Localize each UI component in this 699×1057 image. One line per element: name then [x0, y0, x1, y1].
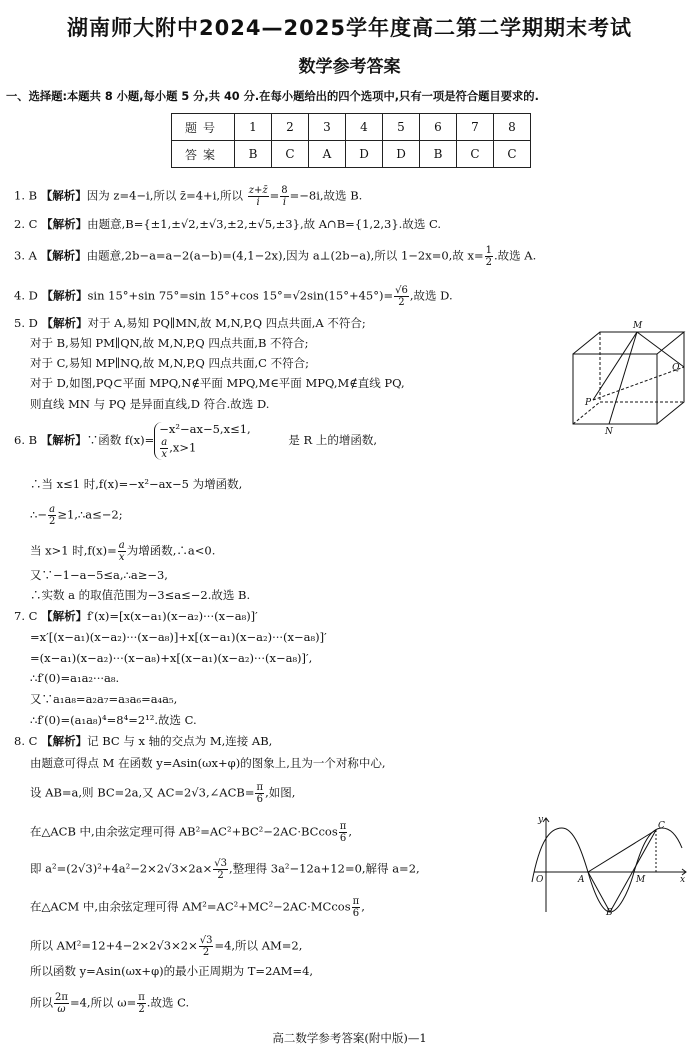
solution-text: ∴− [30, 507, 47, 522]
label-o: O [536, 875, 544, 885]
fraction [280, 185, 288, 208]
sine-curve [532, 828, 682, 912]
question-number: 5. D [14, 316, 38, 330]
solution-line [30, 935, 302, 958]
solution-text: ,如图, [265, 785, 296, 800]
question-1-solution [14, 185, 362, 208]
solution-line: 对于 C,易知 MP∥NQ,故 M,N,P,Q 四点共面,C 不符合; [30, 356, 309, 370]
denominator: i [256, 197, 260, 208]
fraction [160, 437, 168, 460]
label-b: B [606, 908, 613, 916]
cube-figure [565, 318, 690, 436]
denominator: 6 [339, 833, 347, 844]
page-subtitle: 数学参考答案 [298, 57, 401, 77]
solution-line [30, 782, 295, 805]
sine-graph-figure [530, 812, 690, 916]
question-3-solution [14, 245, 536, 268]
cube-top-face [573, 332, 684, 354]
table-header-cell: 答案 [172, 141, 235, 168]
solution-text: .故选 C. [146, 995, 190, 1010]
solution-line [30, 504, 123, 527]
solution-text: , [361, 899, 365, 914]
solution-line: =(x−a₁)(x−a₂)···(x−a₈)+x[(x−a₁)(x−a₂)···(x−a₈)]′, [30, 651, 313, 665]
table-cell: D [346, 141, 383, 168]
label-x: x [680, 875, 686, 885]
label-y: y [538, 815, 544, 825]
solution-line: ∴当 x≤1 时,f(x)=−x²−ax−5 为增函数, [30, 477, 243, 491]
numerator: π [138, 992, 145, 1003]
denominator: x [118, 552, 125, 563]
answer-table-row-answers [172, 141, 531, 168]
denominator: 6 [352, 908, 360, 919]
answer-table-row-numbers [172, 114, 531, 141]
solution-line: 由题意可得点 M 在函数 y=Asin(ωx+φ)的图象上,且为一个对称中心, [30, 756, 386, 770]
solution-text: , [348, 824, 352, 839]
question-number: 4. D [14, 288, 38, 303]
solution-text: 在△ACM 中,由余弦定理可得 AM²=AC²+MC²−2AC·MCcos [30, 899, 351, 914]
fraction [352, 896, 361, 919]
denominator: 2 [48, 516, 56, 527]
solution-text: 即 a²=(2√3)²+4a²−2×2√3×2a× [30, 861, 213, 876]
table-cell: 7 [457, 114, 494, 141]
table-cell: 4 [346, 114, 383, 141]
solution-line: 对于 B,易知 PM∥QN,故 M,N,P,Q 四点共面,B 不符合; [30, 336, 309, 350]
question-number: 8. C [14, 734, 38, 748]
table-cell: B [235, 141, 272, 168]
line-pq [593, 367, 684, 400]
analysis-tag: 【解析】 [41, 217, 88, 231]
numerator: a [161, 437, 168, 448]
solution-line [30, 540, 215, 563]
solution-text: 为增函数,∴a<0. [126, 543, 216, 558]
solution-line: ∴实数 a 的取值范围为−3≤a≤−2.故选 B. [30, 588, 251, 602]
numerator: √3 [214, 858, 227, 869]
question-number: 1. B [14, 188, 38, 203]
fraction [339, 821, 348, 844]
numerator: π [256, 782, 264, 793]
solution-text: ≥1,∴a≤−2; [57, 507, 123, 522]
solution-text: =−8i,故选 B. [289, 188, 363, 203]
solution-text: ∵函数 f(x)= [86, 433, 155, 447]
solution-text: 由题意,B={±1,±√2,±√3,±2,±√5,±3},故 A∩B={1,2,3}.故选 C. [87, 217, 442, 231]
label-a: A [578, 875, 585, 885]
fraction [255, 782, 264, 805]
denominator: ω [57, 1004, 66, 1015]
table-cell: 3 [309, 114, 346, 141]
answer-table [171, 113, 531, 168]
fraction [137, 992, 146, 1015]
table-cell: 8 [494, 114, 531, 141]
solution-text: 因为 z=4−i,所以 z̄=4+i,所以 [86, 188, 244, 203]
solution-line: 又∵a₁a₈=a₂a₇=a₃a₆=a₄a₅, [30, 692, 178, 706]
solution-text: 由题意,2b−a=a−2(a−b)=(4,1−2x),因为 a⊥(2b−a),所以 1−2x=0,故 x= [86, 248, 484, 263]
table-cell: 1 [235, 114, 272, 141]
table-cell: A [309, 141, 346, 168]
denominator: x [161, 449, 168, 460]
question-2-solution [14, 216, 441, 232]
solution-line: 则直线 MN 与 PQ 是异面直线,D 符合.故选 D. [30, 397, 270, 411]
page-footer: 高二数学参考答案(附中版)—1 [272, 1031, 427, 1045]
fraction [248, 185, 269, 208]
fraction [485, 245, 493, 268]
numerator: z+z̄ [248, 185, 268, 196]
numerator: π [352, 896, 360, 907]
solution-line: =x′[(x−a₁)(x−a₂)···(x−a₈)]+x[(x−a₁)(x−a₂)···(x−a₈)]′ [30, 630, 327, 644]
question-5-solution [14, 315, 366, 331]
analysis-tag: 【解析】 [40, 248, 87, 263]
table-cell: D [383, 141, 420, 168]
denominator: 6 [256, 794, 263, 805]
piecewise-case: −x²−ax−5,x≤1, [159, 422, 251, 436]
denominator: 2 [202, 947, 210, 958]
numerator: 2π [55, 992, 68, 1003]
fraction [48, 504, 56, 527]
fraction [199, 935, 214, 958]
solution-text: 记 BC 与 x 轴的交点为 M,连接 AB, [87, 734, 273, 748]
solution-line: ∴f′(0)=a₁a₂···a₈. [30, 671, 120, 685]
line-mn [609, 332, 637, 424]
solution-text: 是 R 上的增函数, [288, 433, 377, 447]
solution-text: =4,所以 AM=2, [214, 938, 303, 953]
analysis-tag: 【解析】 [40, 188, 87, 203]
solution-line: 对于 D,如图,PQ⊂平面 MPQ,N∉平面 MPQ,M∈平面 MPQ,M∉直线 PQ, [30, 376, 405, 390]
label-m: M [636, 875, 646, 885]
numerator: a [49, 504, 56, 515]
solution-text: f′(x)=[x(x−a₁)(x−a₂)···(x−a₈)]′ [87, 609, 258, 623]
analysis-tag: 【解析】 [41, 316, 88, 330]
table-cell: 2 [272, 114, 309, 141]
analysis-tag: 【解析】 [41, 288, 88, 303]
denominator: 2 [138, 1004, 145, 1015]
fraction [118, 540, 126, 563]
label-n: N [605, 427, 613, 436]
solution-text: 对于 A,易知 PQ∥MN,故 M,N,P,Q 四点共面,A 不符合; [87, 316, 366, 330]
label-p: P [585, 398, 592, 408]
solution-text: 所以 [30, 995, 53, 1010]
question-7-solution [14, 608, 258, 624]
solution-line: 所以函数 y=Asin(ωx+φ)的最小正周期为 T=2AM=4, [30, 964, 314, 978]
denominator: 2 [485, 257, 492, 268]
section-heading: 一、选择题:本题共 8 小题,每小题 5 分,共 40 分.在每小题给出的四个选项中,只有一项是符合题目要求的. [6, 90, 539, 103]
fraction [54, 992, 69, 1015]
denominator: 2 [217, 870, 224, 881]
question-number: 6. B [14, 433, 38, 447]
question-6-solution [14, 422, 377, 460]
table-cell: 6 [420, 114, 457, 141]
denominator: 2 [398, 297, 405, 308]
segment-ac [588, 830, 656, 872]
question-8-solution [14, 733, 272, 749]
question-number: 2. C [14, 217, 38, 231]
label-q: Q [672, 363, 680, 373]
solution-text: 当 x>1 时,f(x)= [30, 543, 117, 558]
label-m: M [633, 321, 643, 331]
solution-text: ,整理得 3a²−12a+12=0,解得 a=2, [228, 861, 420, 876]
numerator: 1 [485, 245, 492, 256]
table-header-cell: 题号 [172, 114, 235, 141]
fraction [394, 285, 409, 308]
cube-side-face [657, 332, 684, 424]
numerator: 8 [281, 185, 288, 196]
segment-ab [588, 872, 610, 912]
segment-bc [610, 830, 656, 912]
equals-sign: = [269, 188, 280, 203]
question-number: 7. C [14, 609, 38, 623]
table-cell: B [420, 141, 457, 168]
analysis-tag: 【解析】 [41, 734, 88, 748]
solution-line [30, 896, 365, 919]
solution-text: .故选 A. [493, 248, 537, 263]
solution-line: ∴f′(0)=(a₁a₈)⁴=8⁴=2¹².故选 C. [30, 713, 197, 727]
piecewise-case [159, 437, 250, 460]
solution-text: 所以 AM²=12+4−2×2√3×2× [30, 938, 198, 953]
solution-text: 设 AB=a,则 BC=2a,又 AC=2√3,∠ACB= [30, 785, 255, 800]
case-condition: ,x>1 [169, 440, 197, 455]
solution-text: ,故选 D. [409, 288, 453, 303]
solution-text: sin 15°+sin 75°=sin 15°+cos 15°=√2sin(15°+45°)= [87, 288, 394, 303]
fraction [213, 858, 228, 881]
question-number: 3. A [14, 248, 37, 263]
numerator: √3 [199, 935, 213, 946]
solution-line [30, 858, 420, 881]
table-cell: C [494, 141, 531, 168]
table-cell: C [457, 141, 494, 168]
table-cell: C [272, 141, 309, 168]
numerator: a [118, 540, 125, 551]
label-c: C [658, 821, 665, 831]
denominator: i [282, 197, 287, 208]
piecewise-brace [154, 422, 250, 460]
solution-text: =4,所以 ω= [69, 995, 137, 1010]
solution-text: 在△ACB 中,由余弦定理可得 AB²=AC²+BC²−2AC·BCcos [30, 824, 338, 839]
numerator: √6 [395, 285, 408, 296]
solution-line [30, 821, 352, 844]
solution-line [30, 992, 189, 1015]
numerator: π [339, 821, 347, 832]
analysis-tag: 【解析】 [41, 609, 88, 623]
page-title: 湖南师大附中2024—2025学年度高二第二学期期末考试 [67, 16, 632, 40]
question-4-solution [14, 285, 453, 308]
solution-line: 又∵−1−a−5≤a,∴a≥−3, [30, 568, 168, 582]
table-cell: 5 [383, 114, 420, 141]
analysis-tag: 【解析】 [40, 433, 87, 447]
